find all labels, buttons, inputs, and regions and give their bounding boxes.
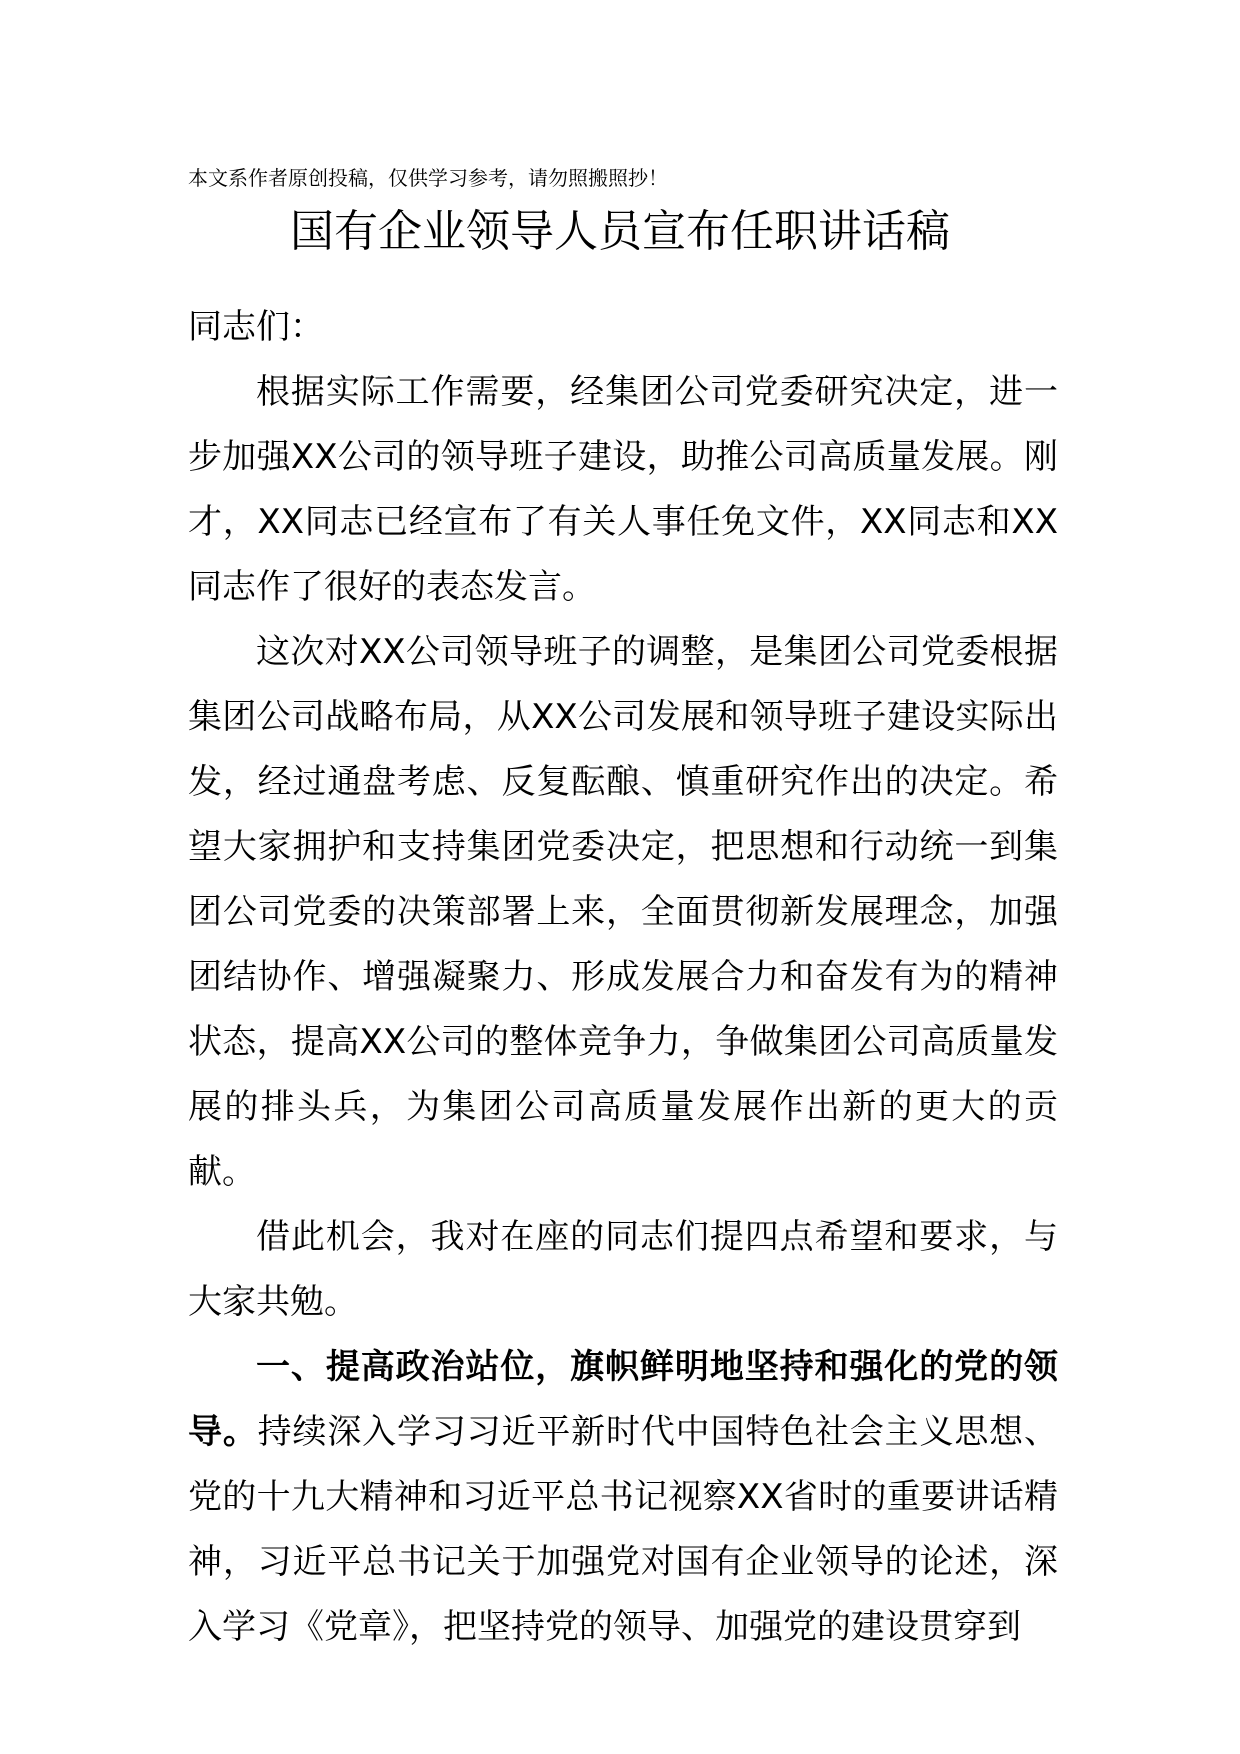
section-1-text: 持续深入学习习近平新时代中国特色社会主义思想、党的十九大精神和习近平总书记视察XX省时的重要讲话精神，习近平总书记关于加强党对国有企业领导的论述，深入学习《党章》，把坚持党的领导、加强党的建设贯穿到 [188,1412,1059,1647]
document-title: 国有企业领导人员宣布任职讲话稿 [290,206,950,257]
paragraph-2: 这次对XX公司领导班子的调整，是集团公司党委根据集团公司战略布局，从XX公司发展和领导班子建设实际出发，经过通盘考虑、反复酝酿、慎重研究作出的决定。希望大家拥护和支持集团党委决定，把思想和行动统一到集团公司党委的决策部署上来，全面贯彻新发展理念，加强团结协作、增强凝聚力、形成发展合力和奋发有为的精神状态，提高XX公司的整体竞争力，争做集团公司高质量发展的排头兵，为集团公司高质量发展作出新的更大的贡献。 [188,632,1058,1192]
salutation: 同志们： [188,307,324,347]
document-body [188,295,1058,1660]
paragraph-3: 借此机会，我对在座的同志们提四点希望和要求，与大家共勉。 [188,1217,1058,1322]
copyright-notice: 本文系作者原创投稿，仅供学习参考，请勿照搬照抄！ [188,166,668,190]
paragraph-1: 根据实际工作需要，经集团公司党委研究决定，进一步加强XX公司的领导班子建设，助推公司高质量发展。刚才，XX同志已经宣布了有关人事任免文件，XX同志和XX同志作了很好的表态发言。 [188,372,1058,607]
section-1-heading: 一、提高政治站位，旗帜鲜明地坚持和强化的党的领导。 [188,1347,1058,1452]
section-1-paragraph [188,1335,1058,1660]
